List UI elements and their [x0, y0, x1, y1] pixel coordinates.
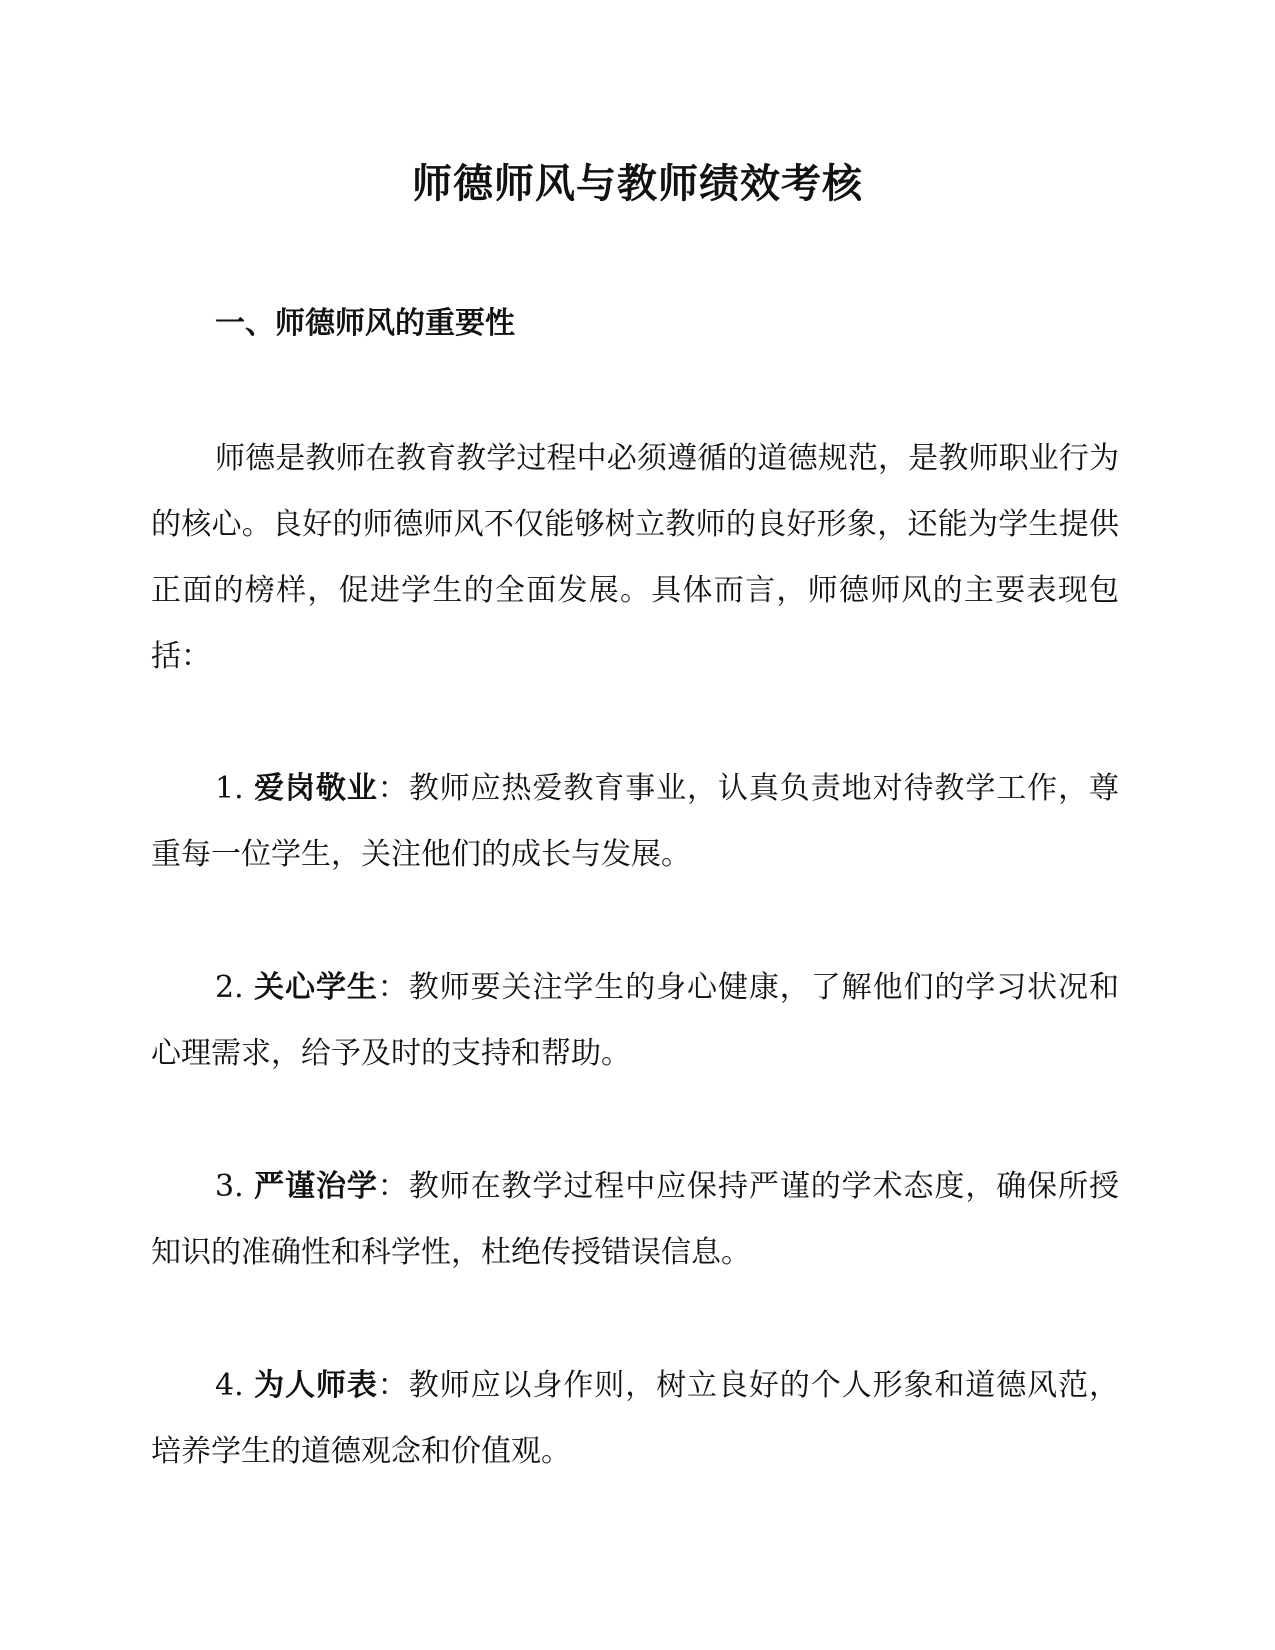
list-item-colon: ： — [377, 1368, 409, 1403]
list-item-text: 教师应以身作则，树立良好的个人形象和道德风范，培养学生的道德观念和价值观。 — [151, 1368, 1120, 1469]
list-item-colon: ： — [377, 970, 409, 1005]
list-item-text: 教师应热爱教育事业，认真负责地对待教学工作，尊重每一位学生，关注他们的成长与发展。 — [151, 771, 1120, 872]
list-item-4 — [151, 1353, 1119, 1485]
list-item-colon: ： — [377, 771, 409, 806]
list-item-3 — [151, 1154, 1119, 1286]
list-item-term: 关心学生 — [254, 970, 378, 1005]
intro-paragraph: 师德是教师在教育教学过程中必须遵循的道德规范，是教师职业行为的核心。良好的师德师风不仅能够树立教师的良好形象，还能为学生提供正面的榜样，促进学生的全面发展。具体而言，师德师风的主要表现包括： — [151, 441, 1119, 674]
section-heading: 一、师德师风的重要性 — [215, 306, 515, 341]
list-item-1 — [151, 756, 1119, 888]
list-item-term: 爱岗敬业 — [254, 771, 378, 806]
list-item-number: 4. — [215, 1368, 244, 1403]
list-item-term: 为人师表 — [254, 1368, 378, 1403]
list-item-2 — [151, 955, 1119, 1087]
list-item-term: 严谨治学 — [254, 1169, 378, 1204]
list-item-text: 教师要关注学生的身心健康，了解他们的学习状况和心理需求，给予及时的支持和帮助。 — [151, 970, 1120, 1071]
list-item-text: 教师在教学过程中应保持严谨的学术态度，确保所授知识的准确性和科学性，杜绝传授错误信息。 — [151, 1169, 1120, 1270]
list-item-number: 2. — [215, 970, 244, 1005]
document-title: 师德师风与教师绩效考核 — [412, 161, 863, 207]
list-item-number: 1. — [215, 771, 244, 806]
list-item-colon: ： — [377, 1169, 409, 1204]
list-item-number: 3. — [215, 1169, 244, 1204]
